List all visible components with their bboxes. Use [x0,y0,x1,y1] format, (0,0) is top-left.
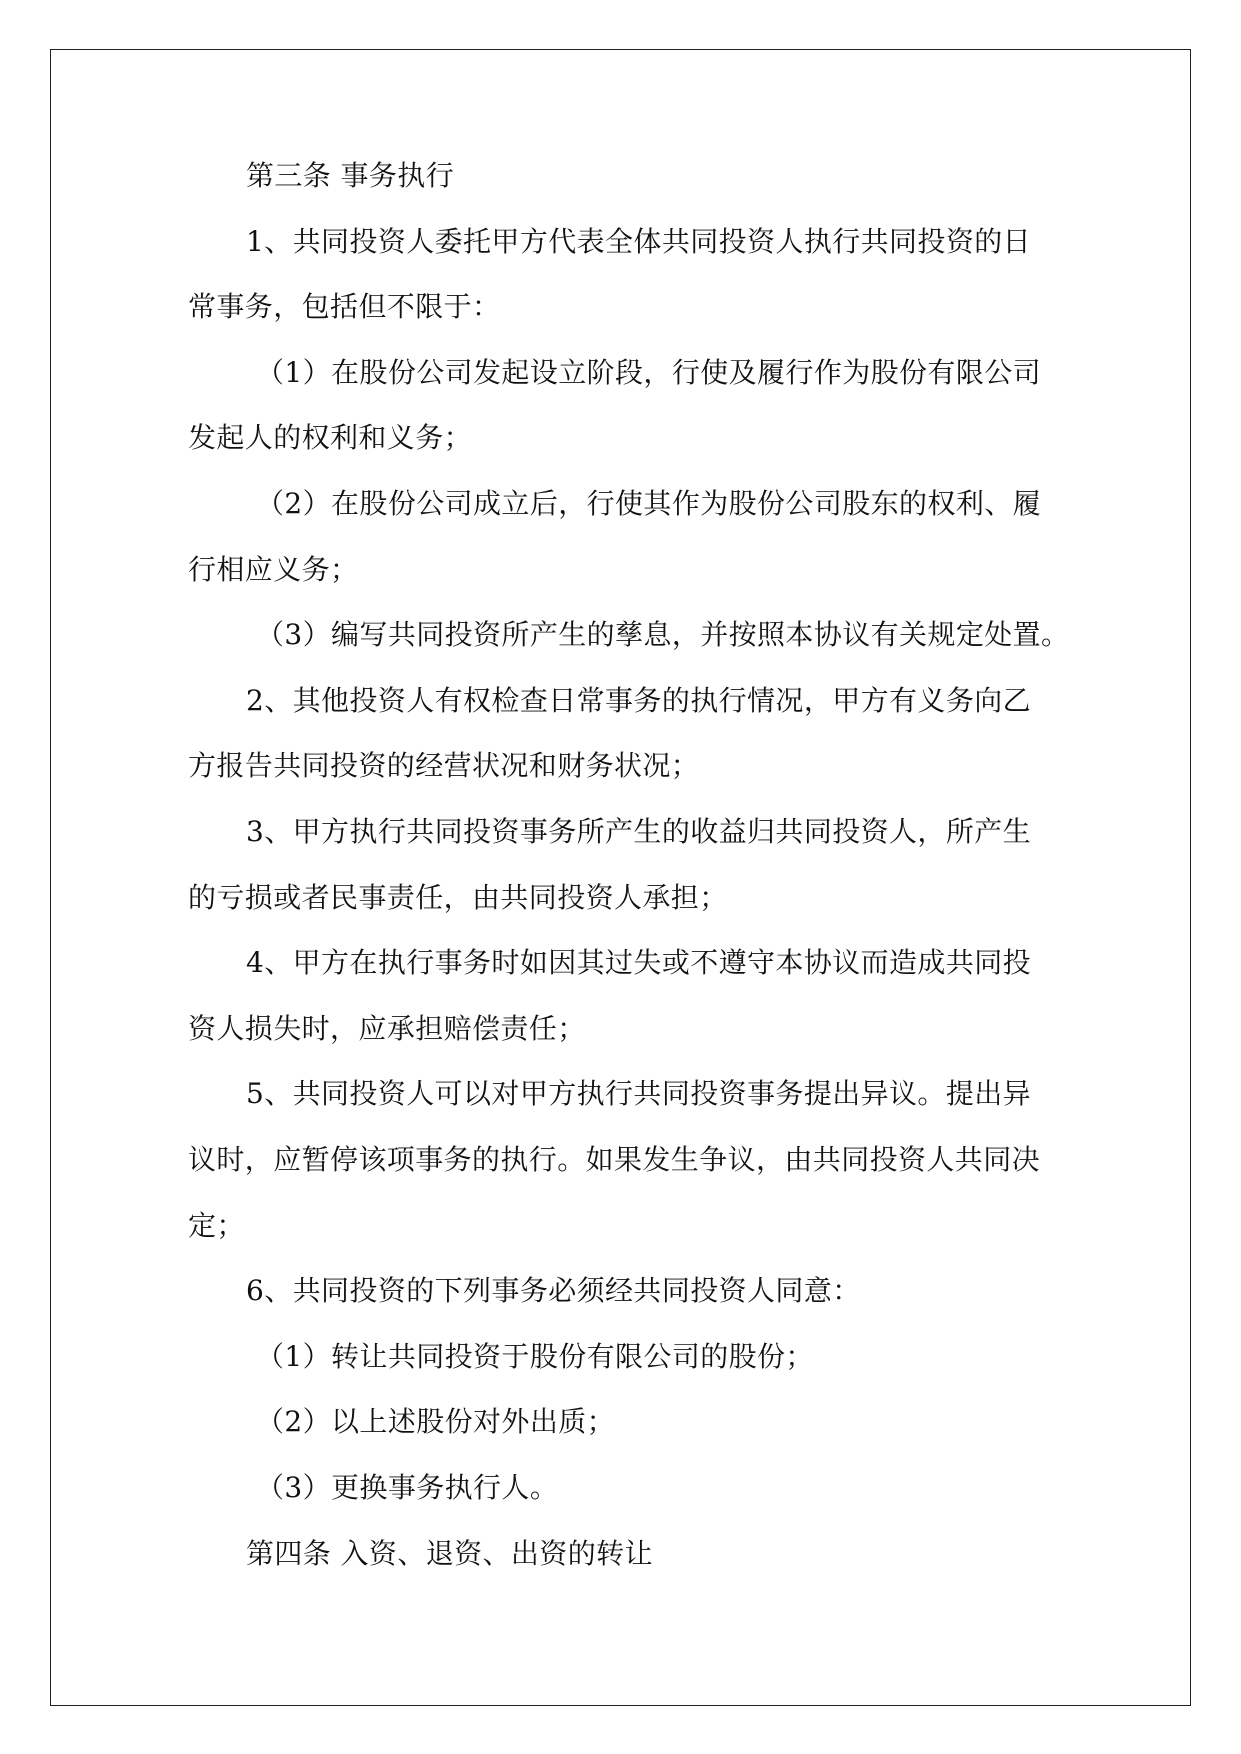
article-4-heading: 第四条 入资、退资、出资的转让 [246,1537,653,1570]
paragraph-line: 3、甲方执行共同投资事务所产生的收益归共同投资人，所产生 [246,815,1032,848]
paragraph-line: 5、共同投资人可以对甲方执行共同投资事务提出异议。提出异 [246,1077,1032,1110]
article-3-heading: 第三条 事务执行 [246,159,455,192]
paragraph-line: 6、共同投资的下列事务必须经共同投资人同意： [246,1274,861,1307]
paragraph-line: 资人损失时，应承担赔偿责任； [188,1012,586,1045]
paragraph-line: 方报告共同投资的经营状况和财务状况； [188,749,700,782]
paragraph-line: （1）转让共同投资于股份有限公司的股份； [256,1340,814,1373]
paragraph-line: 4、甲方在执行事务时如因其过失或不遵守本协议而造成共同投 [246,946,1032,979]
paragraph-line: 议时，应暂停该项事务的执行。如果发生争议，由共同投资人共同决 [188,1143,1041,1176]
paragraph-line: （2）以上述股份对外出质； [256,1405,616,1438]
paragraph-line: （2）在股份公司成立后，行使其作为股份公司股东的权利、履 [256,487,1042,520]
paragraph-line: 行相应义务； [188,553,359,586]
paragraph-line: （3）编写共同投资所产生的孳息，并按照本协议有关规定处置。 [256,618,1070,651]
paragraph-line: 的亏损或者民事责任，由共同投资人承担； [188,881,728,914]
paragraph-line: 常事务，包括但不限于： [188,290,501,323]
paragraph-line: 2、其他投资人有权检查日常事务的执行情况，甲方有义务向乙 [246,684,1032,717]
paragraph-line: （1）在股份公司发起设立阶段，行使及履行作为股份有限公司 [256,356,1042,389]
paragraph-line: 发起人的权利和义务； [188,421,473,454]
paragraph-line: （3）更换事务执行人。 [256,1471,559,1504]
paragraph-line: 定； [188,1209,245,1242]
paragraph-line: 1、共同投资人委托甲方代表全体共同投资人执行共同投资的日 [246,225,1032,258]
